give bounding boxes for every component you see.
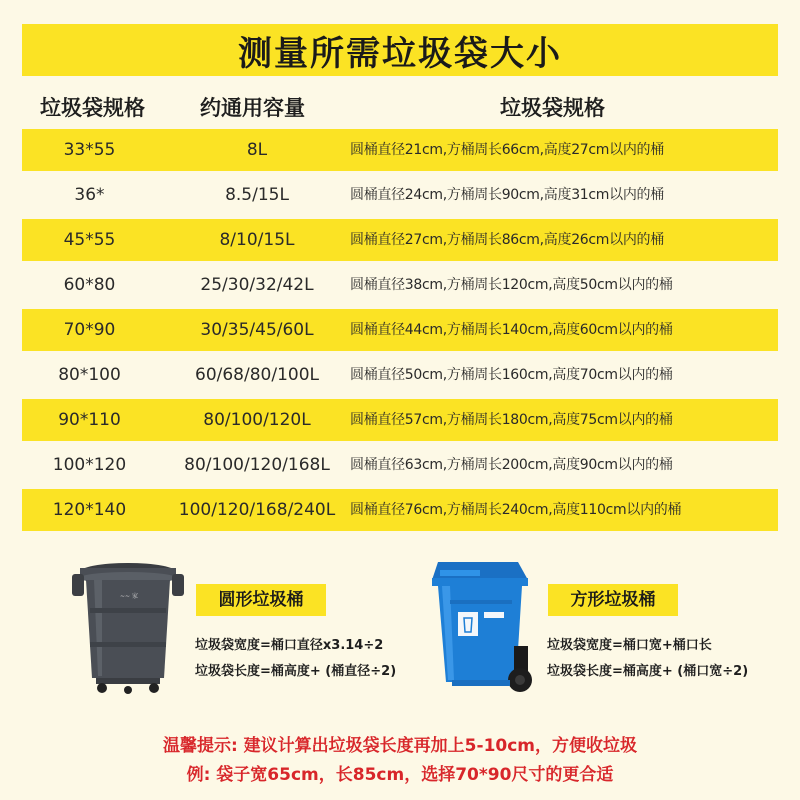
round-bin-label: 圆形垃圾桶 (196, 584, 326, 616)
row-capacity: 80/100/120/168L (184, 455, 330, 475)
row-size: 70*90 (63, 320, 116, 340)
round-length-formula: 垃圾袋长度=桶高度+ (桶直径÷2) (195, 664, 397, 679)
row-size: 80*100 (58, 365, 121, 385)
square-length-formula: 垃圾袋长度=桶高度+ (桶口宽÷2) (547, 664, 749, 679)
table-row (22, 129, 778, 171)
row-size: 45*55 (63, 230, 116, 250)
row-description: 圆桶直径76cm,方桶周长240cm,高度110cm以内的桶 (350, 502, 682, 518)
table-row (22, 309, 778, 351)
square-width-formula: 垃圾袋宽度=桶口宽+桶口长 (547, 638, 712, 653)
square-bin-image (428, 556, 532, 698)
row-capacity: 100/120/168/240L (178, 500, 336, 520)
header-spec: 垃圾袋规格 (500, 96, 605, 120)
table-row (22, 444, 778, 486)
row-capacity: 8L (246, 140, 268, 160)
row-description: 圆桶直径27cm,方桶周长86cm,高度26cm以内的桶 (350, 232, 664, 248)
row-size: 33*55 (63, 140, 116, 160)
row-capacity: 80/100/120L (203, 410, 311, 430)
row-size: 90*110 (58, 410, 121, 430)
row-description: 圆桶直径24cm,方桶周长90cm,高度31cm以内的桶 (350, 187, 664, 203)
title-banner (22, 24, 778, 76)
row-description: 圆桶直径57cm,方桶周长180cm,高度75cm以内的桶 (350, 412, 673, 428)
row-capacity: 8.5/15L (225, 185, 289, 205)
row-description: 圆桶直径50cm,方桶周长160cm,高度70cm以内的桶 (350, 367, 673, 383)
svg-text:~~ 家: ~~ 家 (120, 593, 138, 600)
square-bin-label: 方形垃圾桶 (548, 584, 678, 616)
table-row (22, 174, 778, 216)
round-bin-image (72, 560, 184, 696)
row-size: 120*140 (52, 500, 127, 520)
table-row (22, 264, 778, 306)
row-description: 圆桶直径44cm,方桶周长140cm,高度60cm以内的桶 (350, 322, 673, 338)
row-size: 36* (74, 185, 105, 205)
table-row (22, 489, 778, 531)
page-title: 测量所需垃圾袋大小 (238, 33, 562, 74)
table-row (22, 354, 778, 396)
row-capacity: 30/35/45/60L (200, 320, 314, 340)
header-capacity: 约通用容量 (200, 96, 305, 120)
table-header (22, 86, 778, 126)
row-size: 100*120 (52, 455, 127, 475)
tip-line-2: 例: 袋子宽65cm，长85cm，选择70*90尺寸的更合适 (186, 765, 614, 785)
row-size: 60*80 (63, 275, 116, 295)
header-size: 垃圾袋规格 (40, 96, 145, 120)
row-capacity: 25/30/32/42L (200, 275, 314, 295)
round-width-formula: 垃圾袋宽度=桶口直径x3.14÷2 (195, 638, 384, 653)
row-description: 圆桶直径38cm,方桶周长120cm,高度50cm以内的桶 (350, 277, 673, 293)
row-capacity: 60/68/80/100L (195, 365, 319, 385)
row-description: 圆桶直径21cm,方桶周长66cm,高度27cm以内的桶 (350, 142, 664, 158)
table-row (22, 219, 778, 261)
table-row (22, 399, 778, 441)
row-capacity: 8/10/15L (219, 230, 295, 250)
tip-line-1: 温馨提示: 建议计算出垃圾袋长度再加上5-10cm，方便收垃圾 (162, 736, 638, 756)
row-description: 圆桶直径63cm,方桶周长200cm,高度90cm以内的桶 (350, 457, 673, 473)
